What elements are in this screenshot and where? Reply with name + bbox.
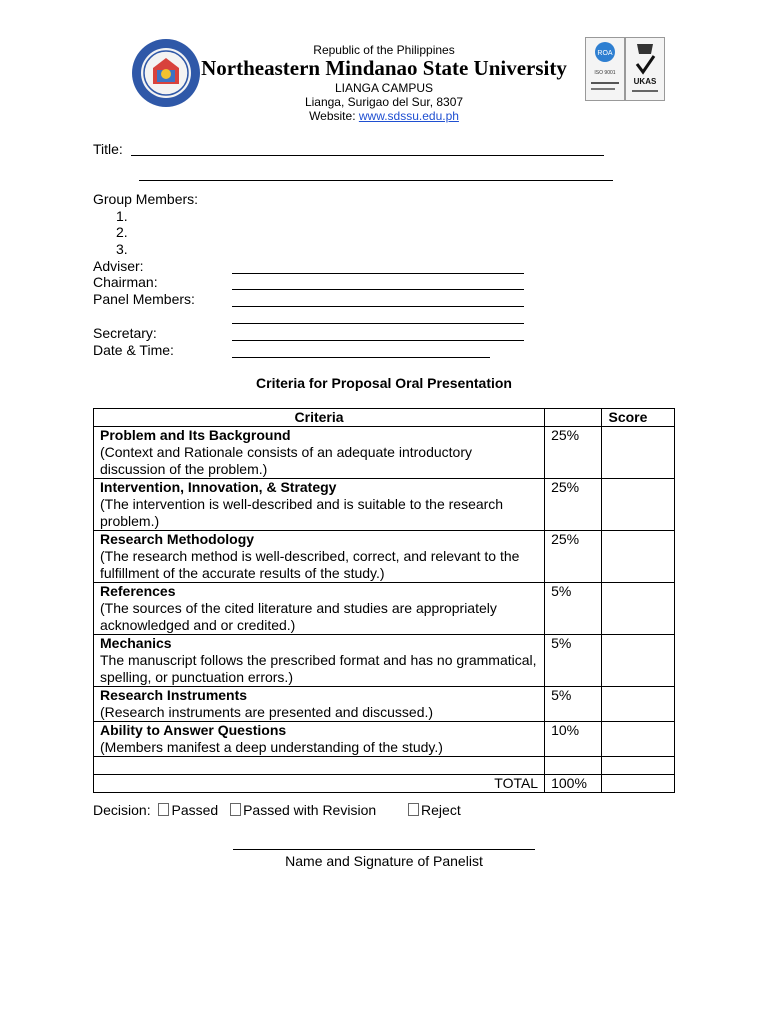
decision-label: Decision: <box>93 802 151 818</box>
table-row <box>94 635 675 687</box>
header-score: Score <box>602 409 675 427</box>
criterion-title: Intervention, Innovation, & Strategy <box>100 479 337 495</box>
secretary-label: Secretary: <box>93 325 157 341</box>
criterion-weight: 5% <box>545 635 602 687</box>
address-text: Lianga, Surigao del Sur, 8307 <box>304 95 464 109</box>
criterion-weight: 25% <box>545 531 602 583</box>
criterion-desc: (The research method is well-described, correct, and relevant to the fulfillment of the accurate results of the study.) <box>100 548 520 581</box>
score-cell[interactable] <box>602 427 675 479</box>
score-cell[interactable] <box>602 531 675 583</box>
checkbox-icon[interactable] <box>158 803 169 816</box>
signature-label: Name and Signature of Panelist <box>285 853 483 869</box>
option-passed[interactable] <box>158 802 218 818</box>
svg-text:ROA: ROA <box>597 50 613 57</box>
option-passed-revision[interactable] <box>230 802 376 818</box>
checkbox-icon[interactable] <box>230 803 241 816</box>
option-reject-label: Reject <box>421 802 461 818</box>
criteria-title: Criteria for Proposal Oral Presentation <box>256 375 512 391</box>
total-label: TOTAL <box>94 775 545 793</box>
title-line-1[interactable] <box>131 155 604 156</box>
empty-row <box>94 757 675 775</box>
iso-logo-text: ISO 9001 <box>594 70 616 76</box>
score-cell[interactable] <box>602 722 675 757</box>
option-reject[interactable] <box>408 802 461 818</box>
criterion-title: Mechanics <box>100 635 172 651</box>
panel-line-2[interactable] <box>232 323 524 324</box>
score-cell[interactable] <box>602 479 675 531</box>
criterion-desc: The manuscript follows the prescribed format and has no grammatical, spelling, or punctuation errors.) <box>100 652 537 685</box>
table-row <box>94 583 675 635</box>
score-cell[interactable] <box>602 757 675 775</box>
campus-text: LIANGA CAMPUS <box>334 81 434 95</box>
checkbox-icon[interactable] <box>408 803 419 816</box>
header-criteria: Criteria <box>94 409 545 427</box>
total-row <box>94 775 675 793</box>
panel-line-1[interactable] <box>232 306 524 307</box>
criterion-desc: (Research instruments are presented and discussed.) <box>100 704 434 720</box>
group-members-label: Group Members: <box>93 191 199 207</box>
republic-text: Republic of the Philippines <box>313 43 455 57</box>
chairman-label: Chairman: <box>93 274 158 290</box>
ukas-cert-logo <box>625 37 665 101</box>
criterion-weight: 25% <box>545 427 602 479</box>
member-3: 3. <box>116 241 128 257</box>
university-name: Northeastern Mindanao State University <box>201 56 567 80</box>
score-cell[interactable] <box>602 583 675 635</box>
table-row <box>94 531 675 583</box>
option-passed-label: Passed <box>171 802 219 818</box>
criterion-title: Ability to Answer Questions <box>100 722 287 738</box>
criterion-title: References <box>100 583 176 599</box>
criterion-desc: (Members manifest a deep understanding of the study.) <box>100 739 443 755</box>
chairman-line[interactable] <box>232 289 524 290</box>
secretary-line[interactable] <box>232 340 524 341</box>
table-header-row <box>94 409 675 427</box>
iso-cert-logo <box>585 37 625 101</box>
adviser-line[interactable] <box>232 273 524 274</box>
adviser-label: Adviser: <box>93 258 144 274</box>
criterion-weight: 25% <box>545 479 602 531</box>
datetime-line[interactable] <box>232 357 490 358</box>
website-line <box>200 108 568 124</box>
score-cell[interactable] <box>602 635 675 687</box>
option-revision-label: Passed with Revision <box>243 802 377 818</box>
table-row <box>94 427 675 479</box>
panel-members-label: Panel Members: <box>93 291 195 307</box>
criterion-desc: (The sources of the cited literature and studies are appropriately acknowledged and or credited.) <box>100 600 497 633</box>
decision-line <box>93 802 461 818</box>
signature-line[interactable] <box>233 849 535 850</box>
title-line-2[interactable] <box>139 180 613 181</box>
table-row <box>94 479 675 531</box>
criterion-title: Research Methodology <box>100 531 255 547</box>
criteria-table <box>93 408 675 793</box>
website-label: Website: <box>309 109 356 123</box>
criterion-weight: 5% <box>545 687 602 722</box>
datetime-label: Date & Time: <box>93 342 174 358</box>
title-label: Title: <box>93 141 123 157</box>
total-value: 100% <box>545 775 602 793</box>
table-row <box>94 722 675 757</box>
criterion-title: Problem and Its Background <box>100 427 291 443</box>
criterion-desc: (Context and Rationale consists of an adequate introductory discussion of the problem.) <box>100 444 473 477</box>
header-weight <box>545 409 602 427</box>
criterion-weight: 5% <box>545 583 602 635</box>
ukas-logo-text: UKAS <box>633 77 657 86</box>
member-1: 1. <box>116 208 128 224</box>
table-row <box>94 687 675 722</box>
criterion-desc: (The intervention is well-described and is suitable to the research problem.) <box>100 496 504 529</box>
member-2: 2. <box>116 224 128 240</box>
score-cell[interactable] <box>602 687 675 722</box>
criterion-title: Research Instruments <box>100 687 248 703</box>
website-link[interactable]: www.sdssu.edu.ph <box>358 109 459 123</box>
total-score-cell[interactable] <box>602 775 675 793</box>
criterion-weight: 10% <box>545 722 602 757</box>
